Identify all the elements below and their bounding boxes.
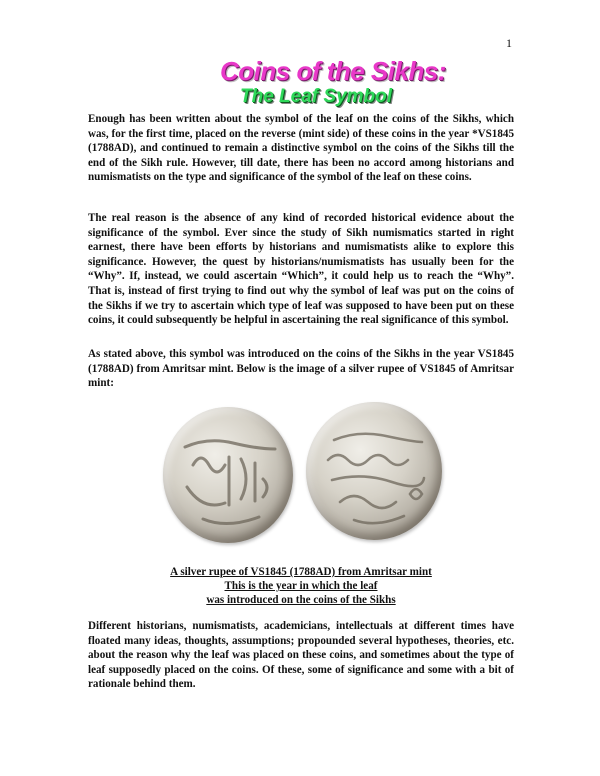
coin-obverse-image [163, 407, 293, 543]
paragraph-theories: Different historians, numismatists, academicians, intellectuals at different times have floated many ideas, thoughts, assumptions; propounded several hypotheses, theories, etc. about the reason why the leaf was placed on these coins, and sometimes about the type of leaf supposedly placed on the coins. Of these, some of significance and some with a bit of rationale behind them. [88, 620, 514, 691]
coin-caption-line: This is the year in which the leaf [224, 580, 378, 592]
title-block [0, 56, 600, 112]
title-main: Coins of the Sikhs: [220, 56, 446, 86]
coin-caption-line: was introduced on the coins of the Sikhs [206, 594, 396, 606]
paragraph-reason: The real reason is the absence of any kind of recorded historical evidence about the significance of the symbol. Ever since the study of Sikh numismatics started in right earnest, there have been efforts by historians and numismatists alike to explore this significance. However, the quest by historians/numismatists has usually been for the “Why”. If, instead, we could ascertain “Which”, it could help us to reach the “Why”. That is, instead of first trying to find out why the symbol of leaf was put on the coins of the Sikhs if we try to ascertain which type of leaf was supposed to have been put on these coins, it could subsequently be helpful in ascertaining the real significance of this symbol. [88, 212, 514, 327]
coin-reverse-script-icon [306, 402, 442, 540]
page-number: 1 [506, 36, 512, 50]
coin-reverse-image [306, 402, 442, 540]
paragraph-introduction-year: As stated above, this symbol was introduced on the coins of the Sikhs in the year VS1845 (1788AD) from Amritsar mint. Below is the image of a silver rupee of VS1845 of Amritsar mint: [88, 348, 514, 390]
coin-obverse-script-icon [163, 407, 293, 543]
coin-caption-title: A silver rupee of VS1845 (1788AD) from Amritsar mint [170, 566, 432, 578]
title-subtitle: The Leaf Symbol [240, 86, 393, 107]
paragraph-intro: Enough has been written about the symbol of the leaf on the coins of the Sikhs, which was, for the first time, placed on the reverse (mint side) of these coins in the year *VS1845 (1788AD), and continued to remain a distinctive symbol on the coins of the Sikhs till the end of the Sikh rule. However, till date, there has been no accord among historians and numismatists on the type and significance of the symbol of the leaf on these coins. [88, 113, 514, 184]
